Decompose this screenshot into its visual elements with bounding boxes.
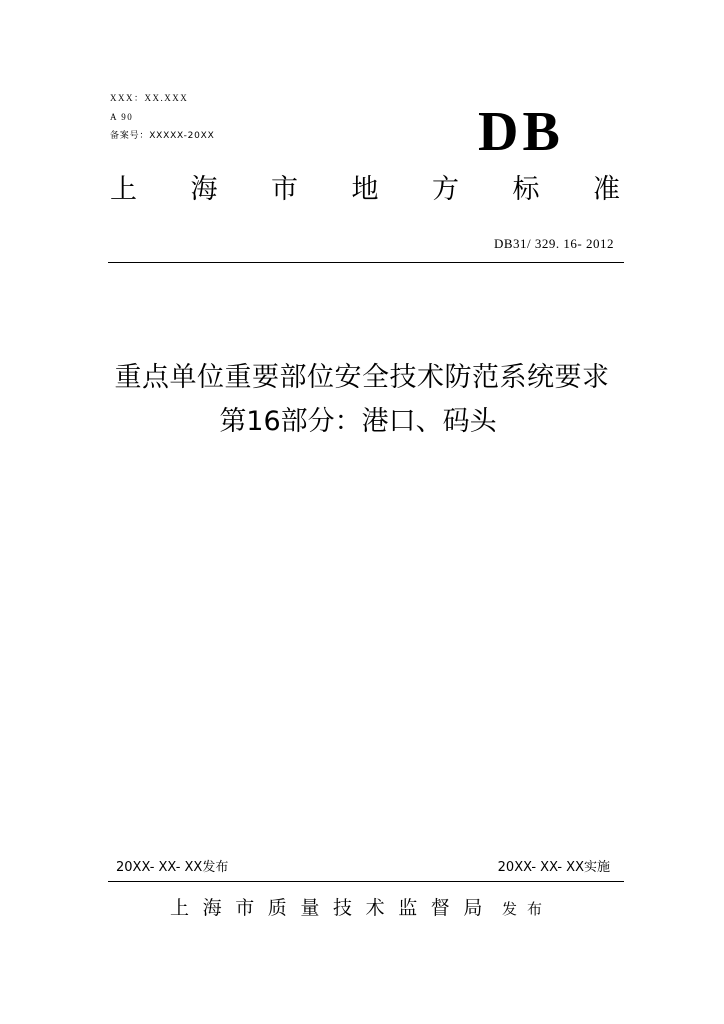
standard-title-char: 海 bbox=[190, 174, 218, 205]
footer-divider bbox=[108, 881, 624, 882]
standard-title-char: 地 bbox=[351, 174, 379, 205]
publish-date: 20XX- XX- XX发布 bbox=[116, 860, 229, 875]
standard-number: DB31/ 329. 16- 2012 bbox=[494, 236, 614, 251]
db-logo: DB bbox=[478, 101, 564, 163]
standard-category-title bbox=[110, 176, 620, 203]
standard-title-char: 上 bbox=[110, 174, 137, 205]
implementation-date: 20XX- XX- XX实施 bbox=[497, 860, 610, 875]
ics-code: XXX：XX.XXX bbox=[110, 93, 189, 103]
document-title-line-2: 第16部分：港口、码头 bbox=[219, 406, 497, 437]
standard-title-char: 方 bbox=[432, 174, 459, 205]
header-divider bbox=[108, 262, 624, 263]
document-title-line-1: 重点单位重要部位安全技术防范系统要求 bbox=[114, 362, 610, 393]
standard-title-char: 标 bbox=[512, 174, 540, 205]
issuing-authority bbox=[170, 899, 552, 918]
standard-title-char: 准 bbox=[593, 174, 620, 205]
issuer-name: 上海市质量技术监督局 bbox=[170, 897, 497, 919]
standard-title-char: 市 bbox=[271, 174, 298, 205]
issuer-suffix: 发布 bbox=[502, 900, 553, 918]
ccs-code: A 90 bbox=[110, 112, 134, 122]
filing-number: 备案号：XXXXX-20XX bbox=[110, 131, 215, 141]
